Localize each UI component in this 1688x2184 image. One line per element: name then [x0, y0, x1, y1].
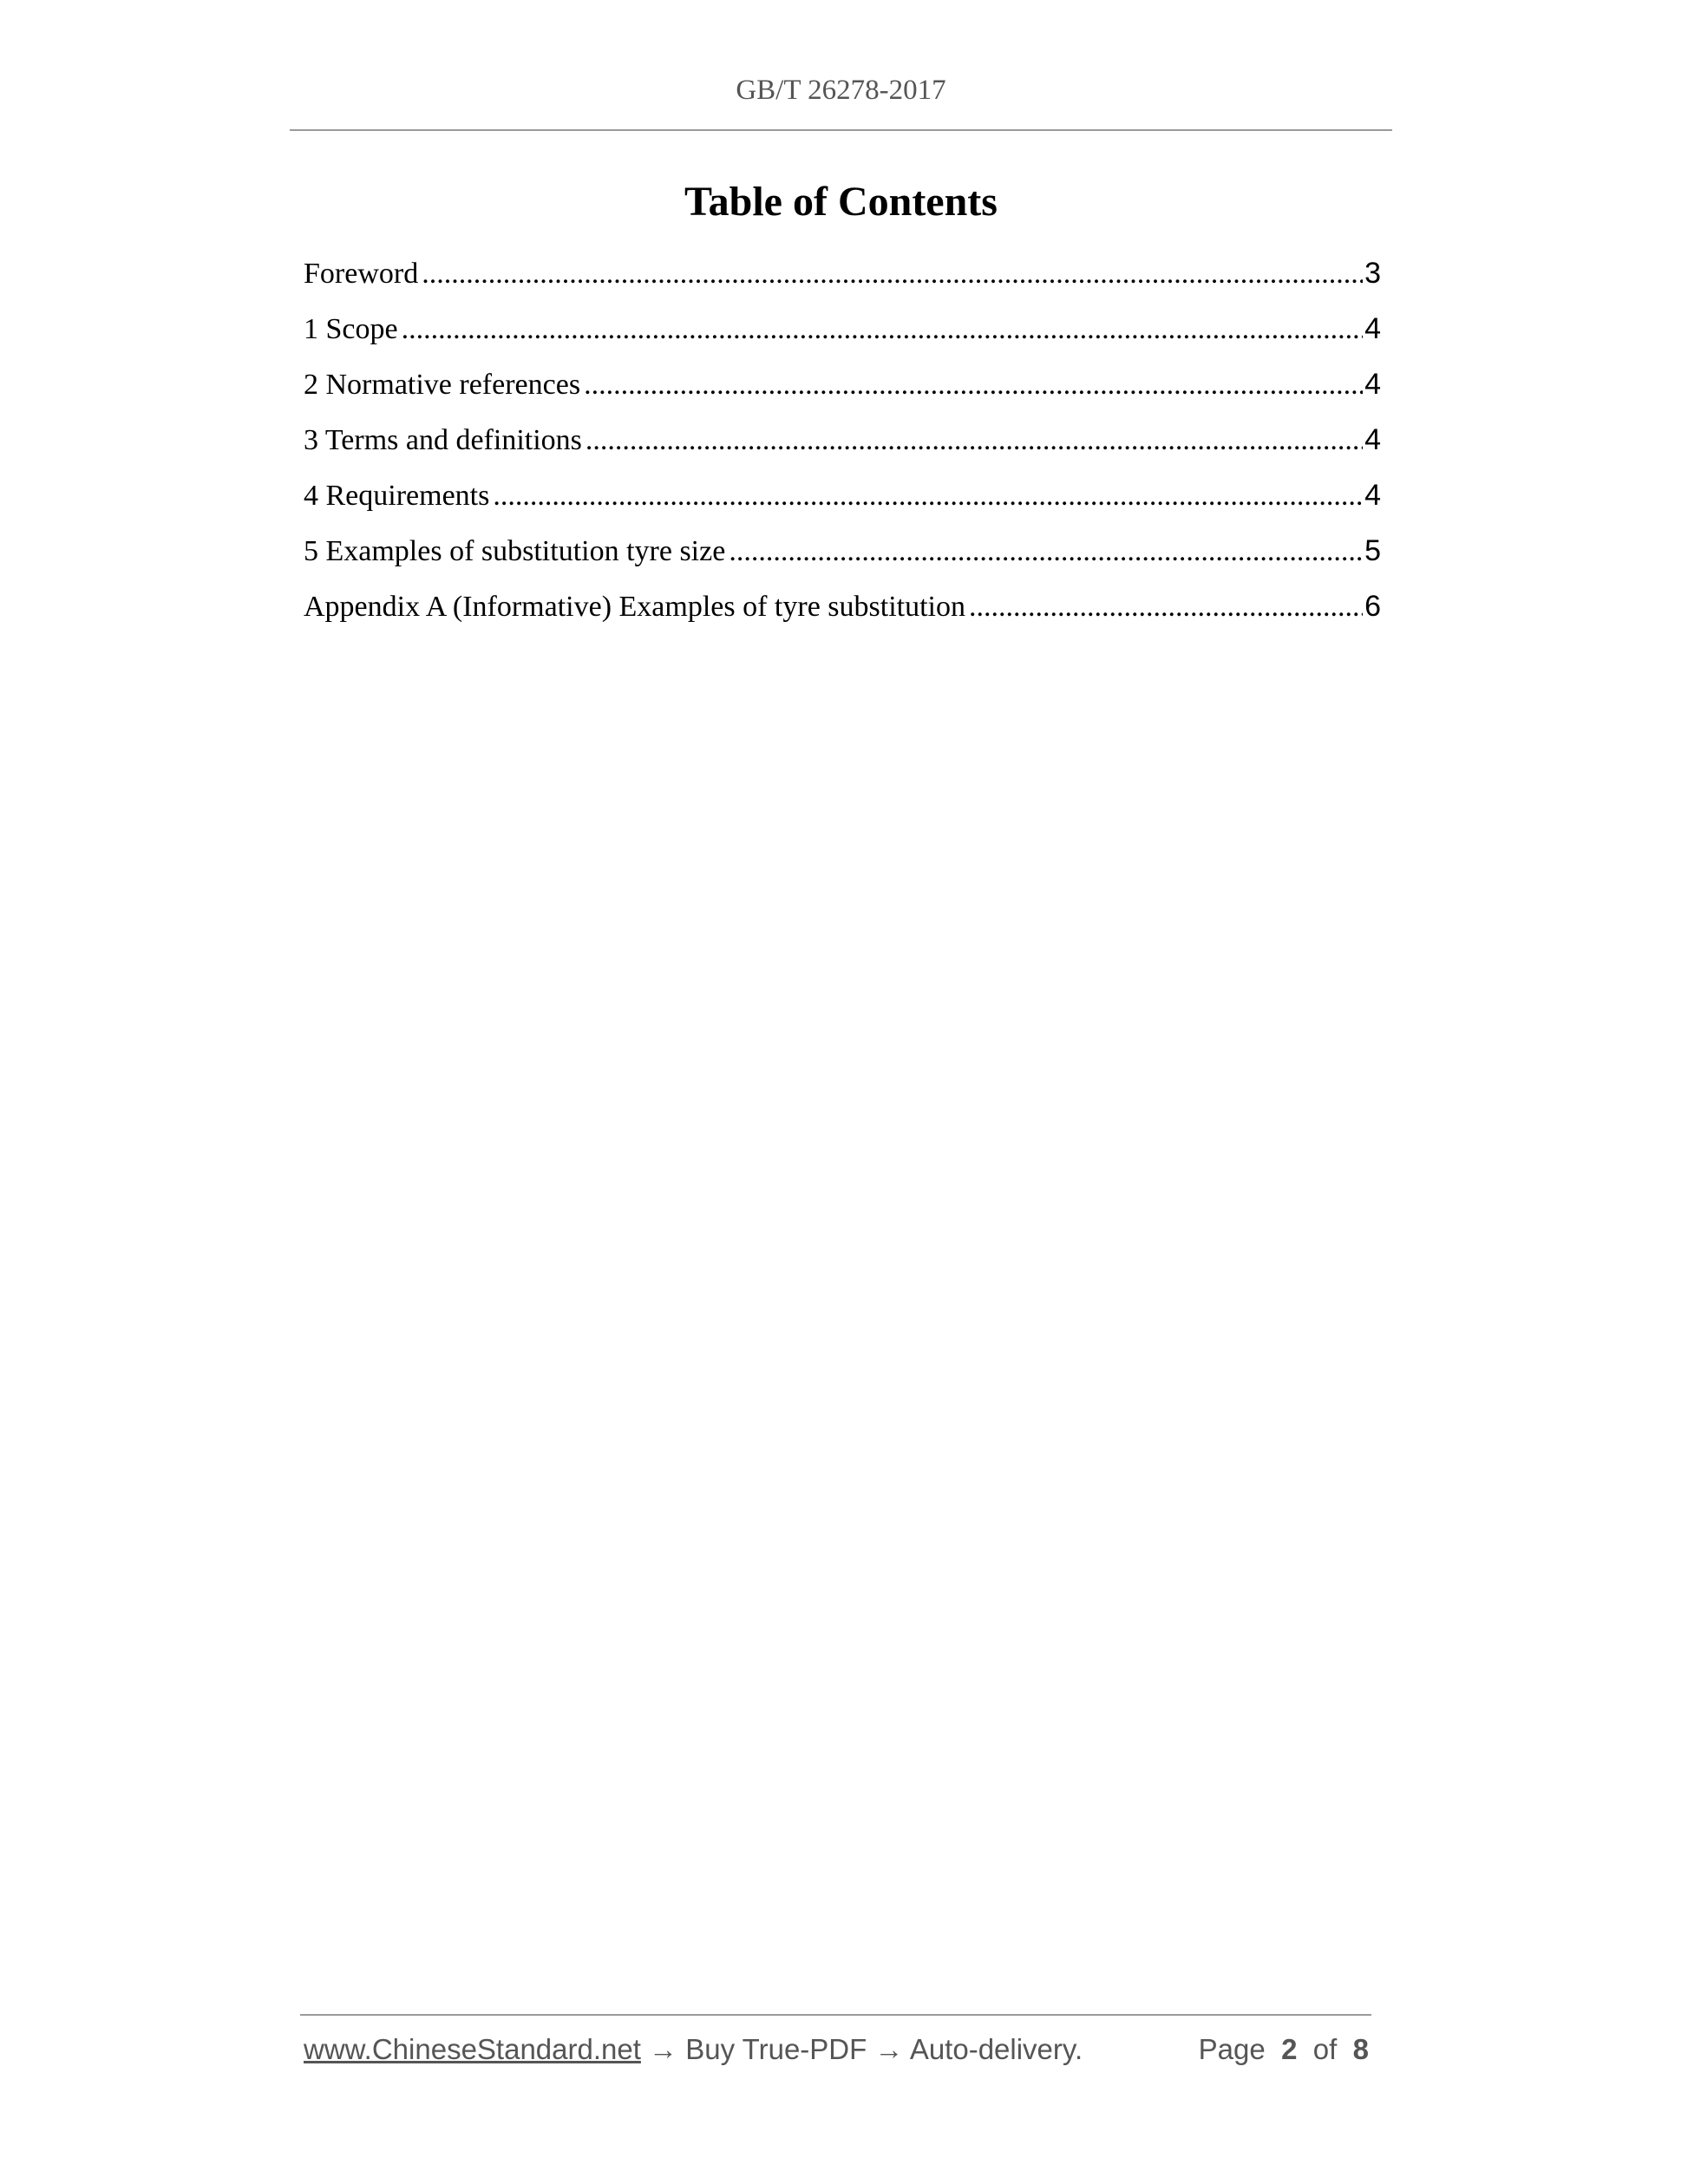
toc-list [304, 257, 1381, 645]
of-word: of [1312, 2033, 1338, 2065]
site-link[interactable]: www.ChineseStandard.net [304, 2033, 641, 2065]
toc-entry-label: 1 Scope [304, 313, 398, 345]
footer-divider [300, 2014, 1371, 2016]
toc-title: Table of Contents [684, 179, 998, 225]
toc-entry-examples-substitution[interactable] [304, 534, 1381, 590]
toc-leader-dots [969, 591, 1363, 624]
toc-entry-label: 4 Requirements [304, 480, 490, 512]
header-divider [290, 129, 1392, 131]
footer-promo [304, 2033, 1083, 2066]
toc-entry-page: 5 [1364, 534, 1381, 567]
toc-leader-dots [402, 313, 1363, 346]
toc-entry-label: 3 Terms and definitions [304, 424, 582, 456]
toc-entry-requirements[interactable] [304, 479, 1381, 534]
toc-entry-page: 4 [1364, 423, 1381, 456]
toc-entry-foreword[interactable] [304, 257, 1381, 312]
page-header-doc-id: GB/T 26278-2017 [736, 75, 946, 106]
toc-leader-dots [422, 258, 1363, 291]
toc-entry-page: 4 [1364, 479, 1381, 512]
page-counter [1199, 2033, 1369, 2066]
toc-entry-appendix-a[interactable] [304, 590, 1381, 645]
page-footer [304, 2033, 1369, 2066]
toc-entry-scope[interactable] [304, 312, 1381, 368]
toc-entry-label: Appendix A (Informative) Examples of tyre substitution [304, 591, 965, 623]
total-pages-number: 8 [1352, 2033, 1369, 2065]
toc-leader-dots [586, 424, 1363, 457]
current-page-number: 2 [1281, 2033, 1298, 2065]
promo-text: → Buy True-PDF → Auto-delivery. [640, 2033, 1083, 2065]
toc-leader-dots [493, 480, 1363, 513]
toc-entry-terms-definitions[interactable] [304, 423, 1381, 479]
toc-entry-page: 6 [1364, 590, 1381, 623]
toc-entry-normative-references[interactable] [304, 368, 1381, 423]
toc-leader-dots [729, 535, 1363, 568]
page-word: Page [1198, 2033, 1266, 2065]
toc-entry-label: 2 Normative references [304, 369, 581, 401]
toc-entry-label: Foreword [304, 258, 419, 290]
toc-entry-page: 4 [1364, 312, 1381, 345]
toc-entry-label: 5 Examples of substitution tyre size [304, 535, 726, 567]
toc-leader-dots [584, 369, 1363, 402]
toc-entry-page: 4 [1364, 368, 1381, 401]
toc-entry-page: 3 [1364, 257, 1381, 290]
